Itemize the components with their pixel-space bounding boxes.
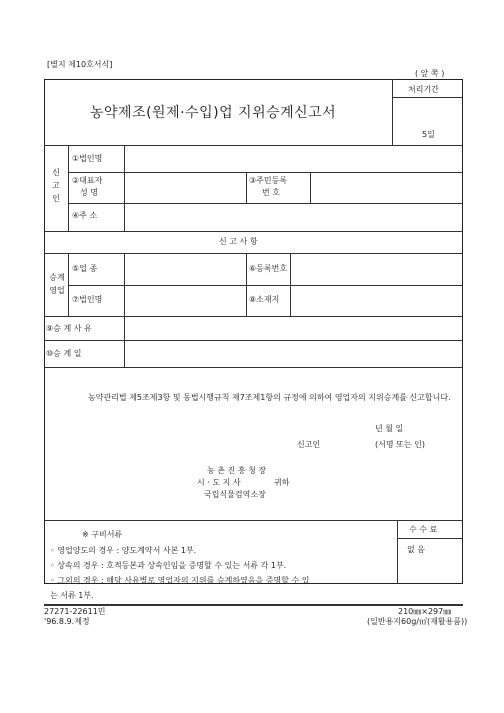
rrn-label-2: 번 호 xyxy=(262,188,280,197)
reason-label: ⑨승 계 사 유 xyxy=(46,324,92,333)
industry-label: ⑤업 종 xyxy=(72,264,98,273)
document-item: 는 서류 1부. xyxy=(50,591,94,600)
page-side-note: ( 앞 쪽 ) xyxy=(415,69,445,78)
location-label: ⑧소재지 xyxy=(249,295,280,304)
address-label: ④주 소 xyxy=(72,211,98,220)
fee-value: 없 음 xyxy=(407,545,425,554)
footer-paper: (일반용지60g/㎡(재활용품)) xyxy=(367,617,468,626)
processing-label: 처리기간 xyxy=(408,85,439,94)
rrn-label-1: ③주민등록 xyxy=(249,176,288,185)
documents-header: ※ 구비서류 xyxy=(82,530,123,539)
business-section-label: 승계 영업 xyxy=(49,273,65,295)
rep-name-label-1: ②대표자 xyxy=(72,176,103,185)
report-items-heading: 신 고 사 항 xyxy=(219,237,258,246)
signer-label: 신고인 xyxy=(297,440,321,449)
signer-sign: (서명 또는 인) xyxy=(375,440,425,449)
document-item: ◦ 상속의 경우 : 호적등본과 상속인임을 증명할 수 있는 서류 각 1부. xyxy=(50,561,287,570)
succession-date-label: ⑩승 계 일 xyxy=(46,349,82,358)
form-number: [별지 제10호서식] xyxy=(47,60,113,69)
date-line: 년 월 일 xyxy=(375,424,404,433)
applicant-section-label: 신고인 xyxy=(52,168,60,203)
processing-value: 5일 xyxy=(422,130,435,139)
recipient-line-1: 농 촌 진 흥 청 장 xyxy=(207,466,267,475)
footer-code: 27271-22611민 xyxy=(44,607,106,616)
footer-date: '96.8.9.제정 xyxy=(44,617,90,626)
form-title: 농약제조(원제·수입)업 지위승계신고서 xyxy=(90,105,337,121)
document-item: ◦ 그외의 경우 : 해당 사유별로 영업자의 지위를 승계하였음을 증명할 수 있 xyxy=(50,576,310,585)
declaration-text: 농약관리법 제5조제3항 및 동법시행규칙 제7조제1항의 규정에 의하여 영업자의 지위승계를 신고합니다. xyxy=(88,393,451,402)
recipient-line-3: 국립식물검역소장 xyxy=(204,490,266,499)
recipient-line-2: 시 · 도 지 사 xyxy=(197,478,241,487)
recipient-suffix: 귀하 xyxy=(274,478,290,487)
fee-label: 수 수 료 xyxy=(409,525,438,534)
form-frame xyxy=(44,79,463,584)
business-corp-name-label: ⑦법인명 xyxy=(72,295,103,304)
rep-name-label-2: 성 명 xyxy=(80,188,98,197)
document-item: ◦ 영업양도의 경우 : 양도계약서 사본 1부. xyxy=(50,546,197,555)
reg-no-label: ⑥등록번호 xyxy=(249,264,288,273)
footer-size: 210㎜×297㎜ xyxy=(398,607,452,616)
corp-name-label: ①법인명 xyxy=(72,154,103,163)
